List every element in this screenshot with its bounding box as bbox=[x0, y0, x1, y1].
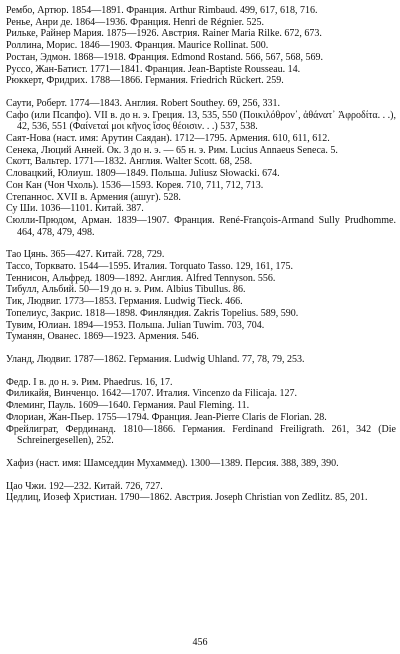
index-entry: Словацкий, Юлиуш. 1809—1849. Польша. Juliusz Słowacki. 674. bbox=[6, 168, 280, 180]
index-entry: Сенека, Люций Анней. Ок. 3 до н. э. — 65 н. э. Рим. Lucius Annaeus Seneca. 5. bbox=[6, 144, 338, 156]
index-entry: Сон Кан (Чон Чхоль). 1536—1593. Корея. 710, 711, 712, 713. bbox=[6, 179, 264, 191]
index-entry: Руссо, Жан-Батист. 1771—1841. Франция. Jean-Baptiste Rousseau. 14. bbox=[6, 63, 301, 75]
index-entry: Хафиз (наст. имя: Шамседдин Мухаммед). 1300—1389. Персия. 388, 389, 390. bbox=[6, 457, 339, 469]
index-entry: Теннисон, Альфред. 1809—1892. Англия. Alfred Tennyson. 556. bbox=[6, 272, 276, 284]
index-section bbox=[6, 458, 396, 470]
index-section bbox=[6, 98, 396, 238]
index-sections bbox=[6, 5, 396, 504]
index-entry: Скотт, Вальтер. 1771—1832. Англия. Walter Scott. 68, 258. bbox=[6, 156, 253, 168]
index-entry: Флориан, Жан-Пьер. 1755—1794. Франция. Jean-Pierre Claris de Florian. 28. bbox=[6, 411, 327, 423]
index-entry: Тик, Людвиг. 1773—1853. Германия. Ludwig Tieck. 466. bbox=[6, 296, 243, 308]
index-section bbox=[6, 5, 396, 87]
index-entry: Саят-Нова (наст. имя: Арутин Саядан). 1712—1795. Армения. 610, 611, 612. bbox=[6, 133, 330, 145]
index-entry: Цедлиц, Иозеф Христиан. 1790—1862. Австрия. Joseph Christian von Zedlitz. 85, 201. bbox=[6, 492, 368, 504]
index-entry: Сафо (или Псапфо). VII в. до н. э. Греция. 13, 535, 550 (Ποικιλόθρον᾽, ἀθάνατ᾽ Ἀφροδίτα. . .), 42, 536, 551 (Φαίνεταί μοι κῆνος ἴσος θέοισιν. . .) 537, 538. bbox=[6, 109, 396, 133]
index-entry: Флеминг, Пауль. 1609—1640. Германия. Paul Fleming. 11. bbox=[6, 400, 250, 412]
index-entry: Фрейлиграт, Фердинанд. 1810—1866. Германия. Ferdinand Freiligrath. 261, 342 (Die Schreinergesellen), 252. bbox=[6, 423, 396, 447]
index-entry: Туманян, Ованес. 1869—1923. Армения. 546. bbox=[6, 331, 199, 343]
index-entry: Федр. I в. до н. э. Рим. Phaedrus. 16, 17. bbox=[6, 376, 173, 388]
index-entry: Роллина, Морис. 1846—1903. Франция. Maurice Rollinat. 500. bbox=[6, 40, 269, 52]
index-entry: Ренье, Анри де. 1864—1936. Франция. Henri de Régnier. 525. bbox=[6, 16, 264, 28]
index-entry: Тассо, Торквато. 1544—1595. Италия. Torquato Tasso. 129, 161, 175. bbox=[6, 261, 293, 273]
index-section bbox=[6, 249, 396, 343]
index-section bbox=[6, 354, 396, 366]
index-entry: Сюлли-Прюдом, Арман. 1839—1907. Франция. René-François-Armand Sully Prudhomme. 464, 478, 479, 498. bbox=[6, 214, 396, 238]
index-section bbox=[6, 481, 396, 504]
index-entry: Тувим, Юлиан. 1894—1953. Польша. Julian Tuwim. 703, 704. bbox=[6, 319, 265, 331]
index-entry: Тао Цянь. 365—427. Китай. 728, 729. bbox=[6, 249, 165, 261]
index-section bbox=[6, 377, 396, 447]
index-entry: Филикайя, Винченцо. 1642—1707. Италия. Vincenzo da Filicaja. 127. bbox=[6, 388, 298, 400]
index-entry: Саути, Роберт. 1774—1843. Англия. Robert Southey. 69, 256, 331. bbox=[6, 97, 280, 109]
index-entry: Топелиус, Закрис. 1818—1898. Финляндия. Zakris Topelius. 589, 590. bbox=[6, 307, 299, 319]
index-entry: Ростан, Эдмон. 1868—1918. Франция. Edmond Rostand. 566, 567, 568, 569. bbox=[6, 51, 324, 63]
index-entry: Рембо, Артюр. 1854—1891. Франция. Arthur Rimbaud. 499, 617, 618, 716. bbox=[6, 5, 318, 16]
index-entry: Рюккерт, Фридрих. 1788—1866. Германия. Friedrich Rückert. 259. bbox=[6, 75, 284, 87]
index-entry: Цао Чжи. 192—232. Китай. 726, 727. bbox=[6, 480, 163, 492]
index-entry: Тибулл, Альбий. 50—19 до н. э. Рим. Albius Tibullus. 86. bbox=[6, 284, 246, 296]
index-entry: Степаннос. XVII в. Армения (ашуг). 528. bbox=[6, 191, 181, 203]
index-entry: Уланд, Людвиг. 1787—1862. Германия. Ludwig Uhland. 77, 78, 79, 253. bbox=[6, 353, 305, 365]
page-number: 456 bbox=[192, 637, 208, 648]
index-entry: Су Ши. 1036—1101. Китай. 387. bbox=[6, 203, 144, 215]
index-entry: Рильке, Райнер Мария. 1875—1926. Австрия. Rainer Maria Rilke. 672, 673. bbox=[6, 28, 322, 40]
